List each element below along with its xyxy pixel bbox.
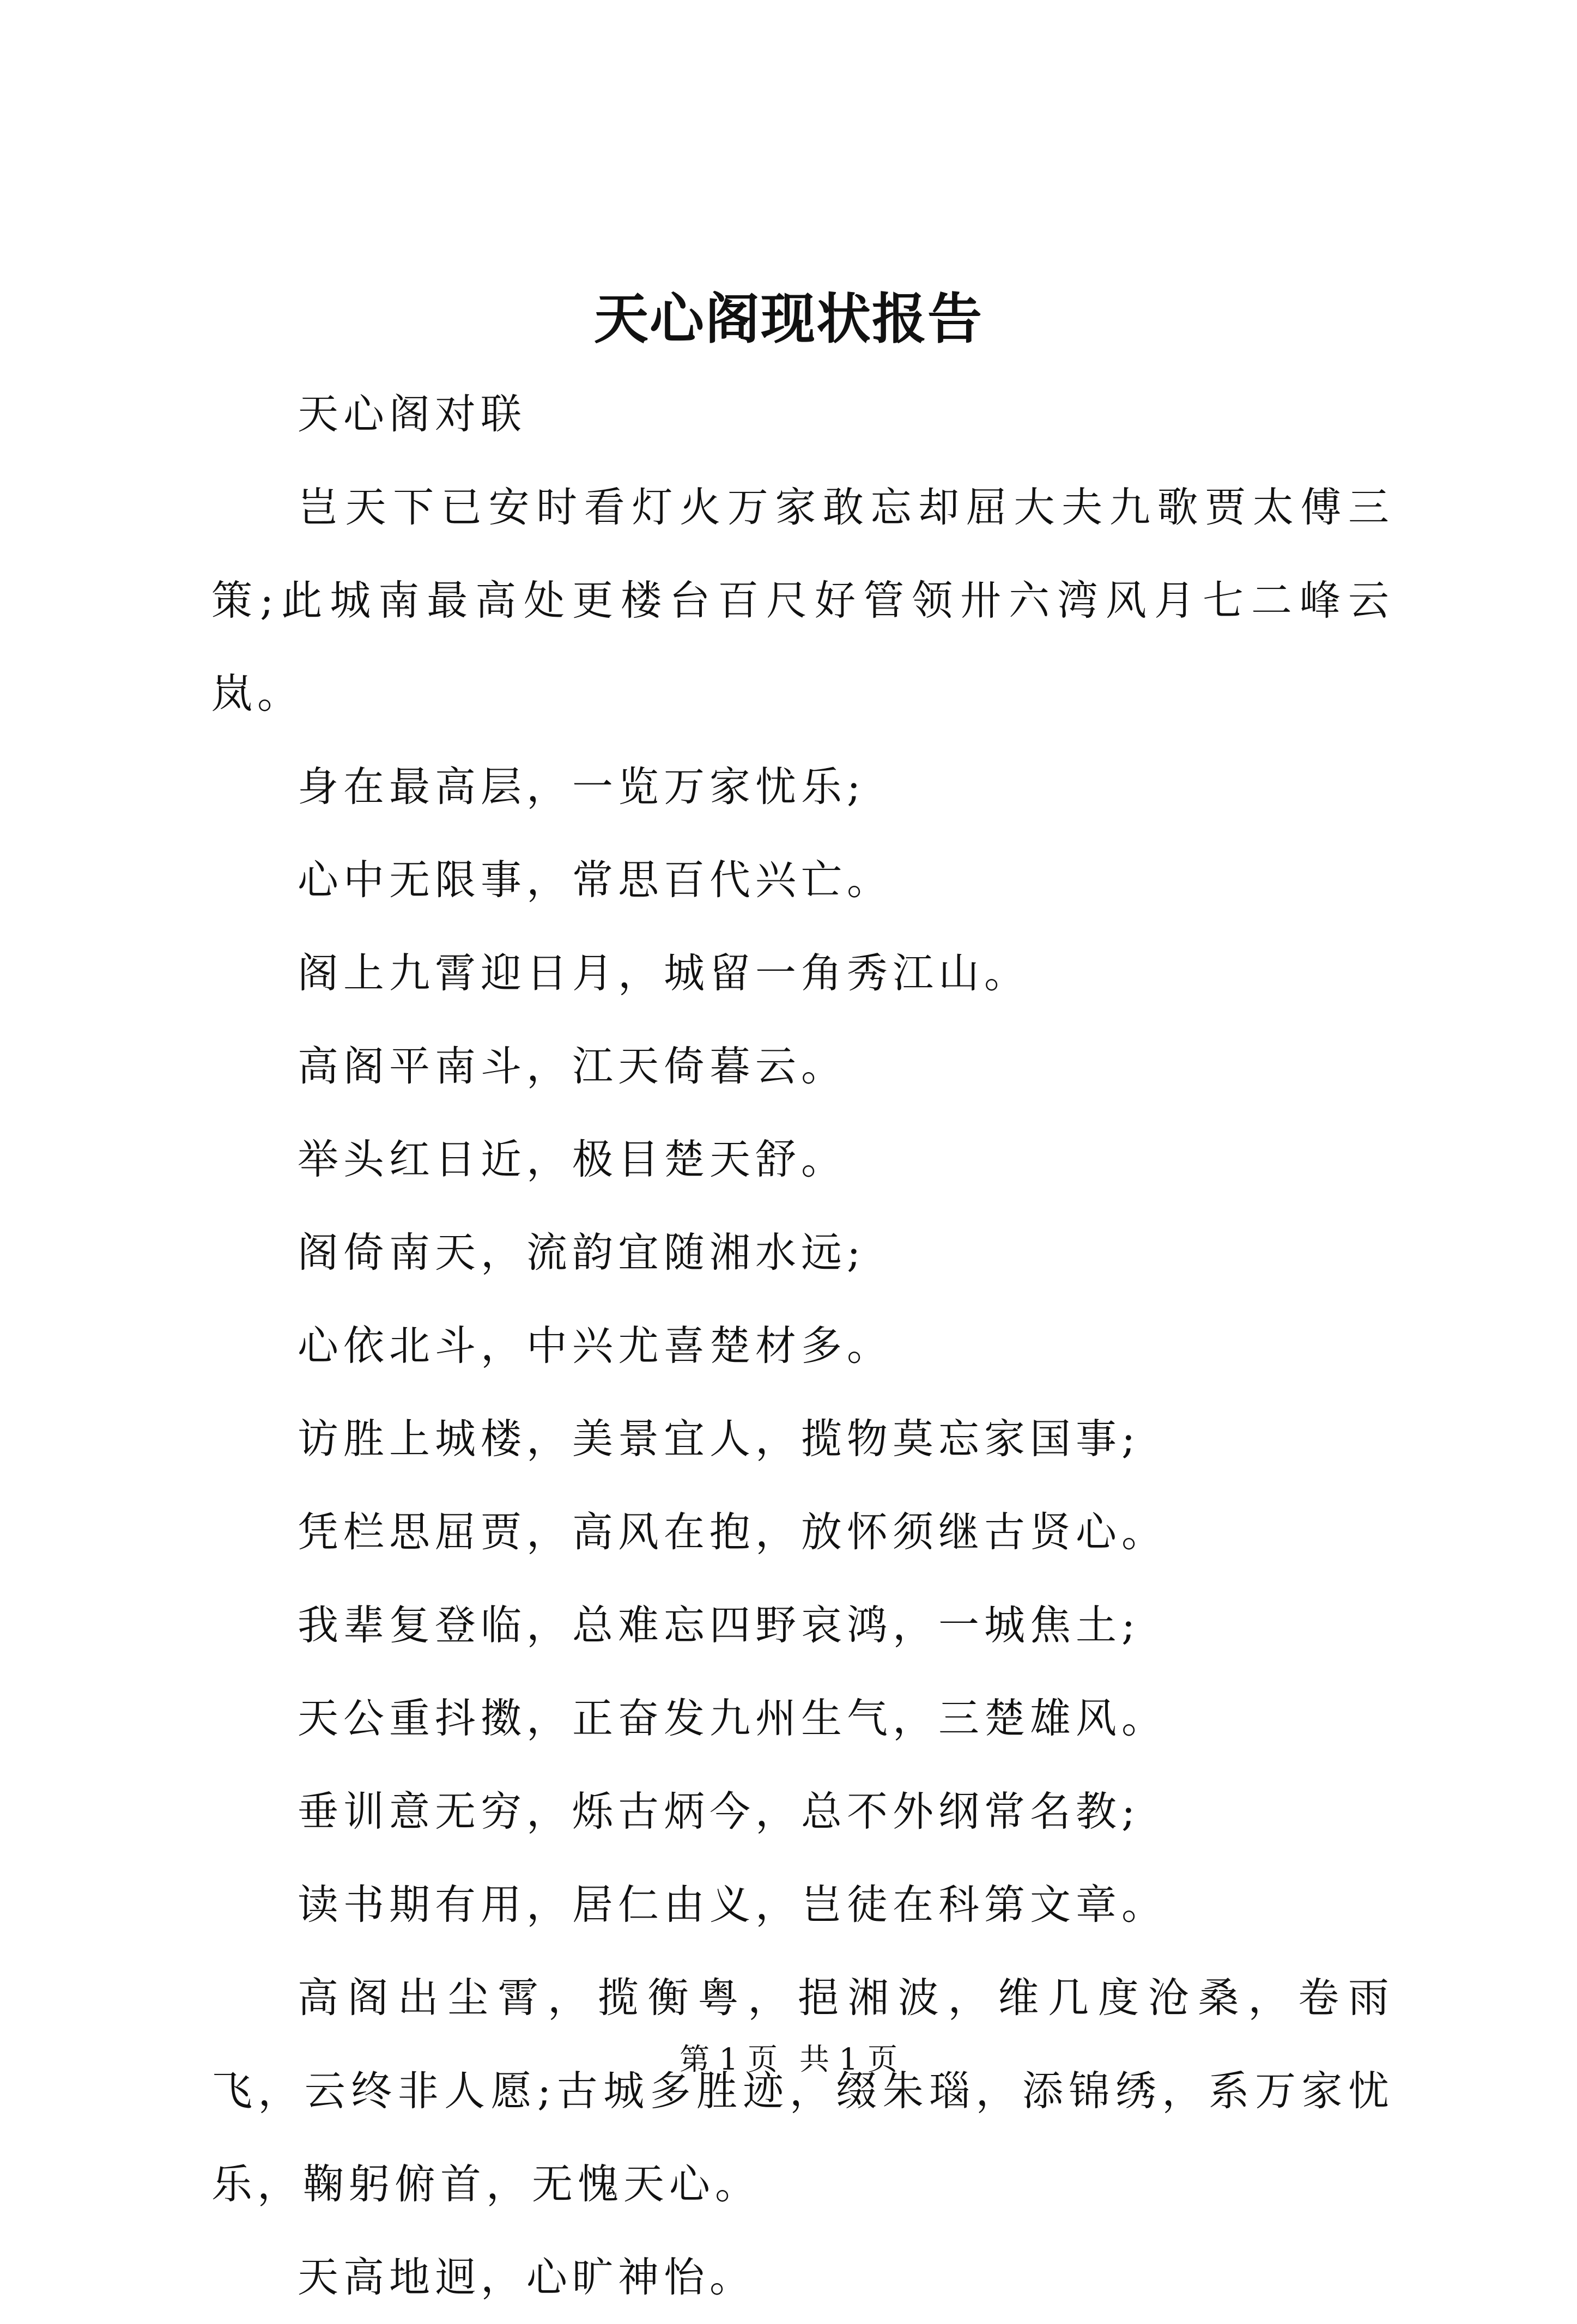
paragraph: 我辈复登临，总难忘四野哀鸿，一城焦土; [298,1601,1141,1649]
paragraph: 举头红日近，极目楚天舒。 [298,1135,847,1183]
paragraph: 身在最高层，一览万家忧乐; [298,763,866,811]
page-total: 共 1 页 [799,2042,897,2077]
paragraph: 垂训意无穷，烁古炳今，总不外纲常名教; [298,1787,1141,1835]
page-number: 第 1 页 [680,2042,778,2077]
document-body [211,368,1394,2324]
paragraph: 高阁平南斗，江天倚暮云。 [298,1042,847,1090]
paragraph: 心中无限事，常思百代兴亡。 [298,856,893,904]
page-footer [0,2037,1577,2081]
document-title: 天心阁现状报告 [594,287,983,351]
paragraph: 读书期有用，居仁由义，岂徒在科第文章。 [298,1881,1168,1928]
paragraph: 心依北斗，中兴尤喜楚材多。 [298,1322,893,1370]
paragraph: 阁倚南天，流韵宜随湘水远; [298,1228,866,1276]
paragraph: 岂天下已安时看灯火万家敢忘却屈大夫九歌贾太傅三策;此城南最高处更楼台百尺好管领卅六湾风月七二峰云岚。 [211,483,1394,717]
paragraph: 凭栏思屈贾，高风在抱，放怀须继古贤心。 [298,1508,1168,1556]
paragraph: 高阁出尘霄，揽衡粤，挹湘波，维几度沧桑，卷雨飞，云终非人愿;古城多胜迹，缀朱瑙，添锦绣，系万家忧乐，鞠躬俯首，无愧天心。 [211,1974,1394,2208]
paragraph: 访胜上城楼，美景宜人，揽物莫忘家国事; [298,1415,1141,1463]
paragraph: 阁上九霄迎日月，城留一角秀江山。 [298,949,1030,997]
paragraph: 天公重抖擞，正奋发九州生气，三楚雄风。 [298,1694,1168,1742]
paragraph: 天心阁对联 [298,390,527,438]
paragraph: 天高地迥，心旷神怡。 [298,2253,756,2301]
